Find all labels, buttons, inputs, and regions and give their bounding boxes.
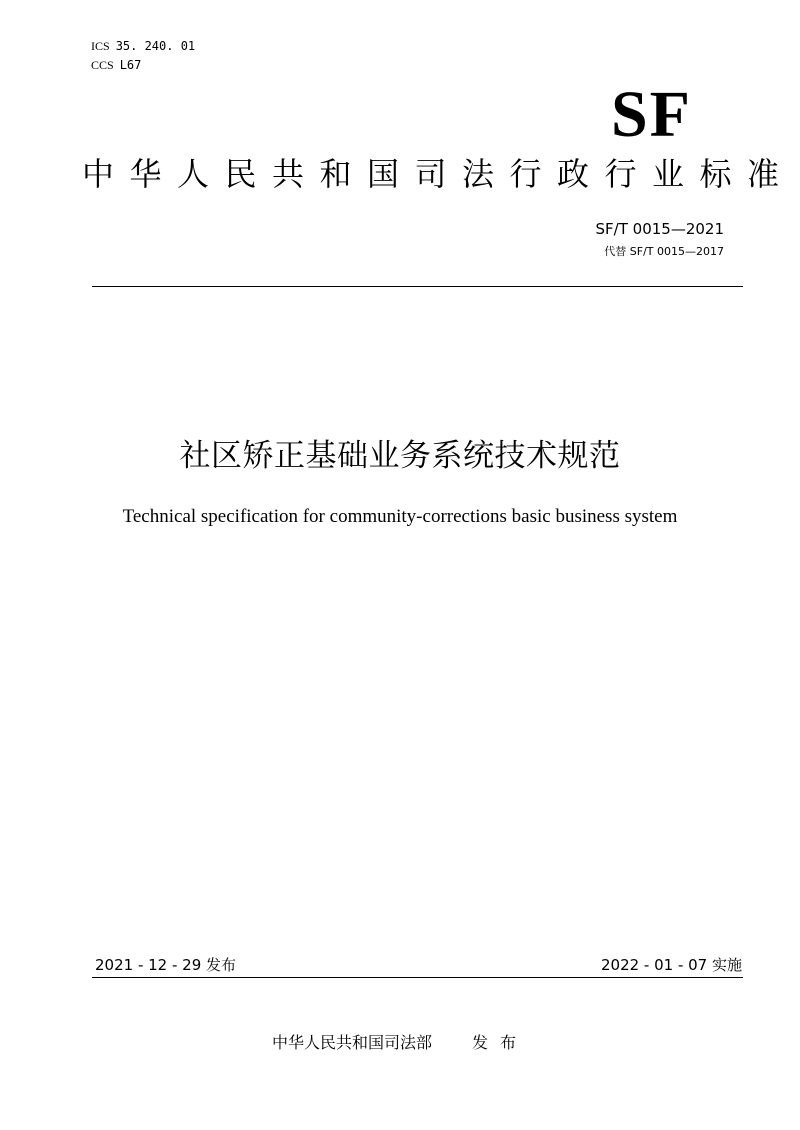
- document-title-english: Technical specification for community-corrections basic business system: [122, 506, 678, 527]
- ics-code: 35. 240. 01: [115, 39, 196, 53]
- ccs-label: CCS: [91, 58, 114, 72]
- bottom-divider: [92, 977, 743, 978]
- publish-word: 发布: [472, 1033, 529, 1052]
- publisher-line: [0, 1032, 800, 1054]
- document-title-chinese: 社区矫正基础业务系统技术规范: [179, 438, 621, 474]
- publisher-name: 中华人民共和国司法部: [271, 1033, 432, 1052]
- ccs-classification: [91, 57, 141, 73]
- sf-logo: SF: [610, 78, 692, 151]
- top-divider: [92, 286, 743, 287]
- ics-label: ICS: [91, 39, 110, 53]
- standard-type-heading: 中华人民共和国司法行政行业标准: [82, 155, 795, 193]
- ics-classification: [91, 38, 195, 54]
- ccs-code: L67: [119, 58, 142, 72]
- issue-date: 2021 - 12 - 29 发布: [95, 956, 237, 974]
- replaces-standard: 代替 SF/T 0015—2017: [604, 245, 724, 258]
- standard-number: SF/T 0015—2021: [595, 220, 724, 238]
- implementation-date: 2022 - 01 - 07 实施: [600, 956, 742, 974]
